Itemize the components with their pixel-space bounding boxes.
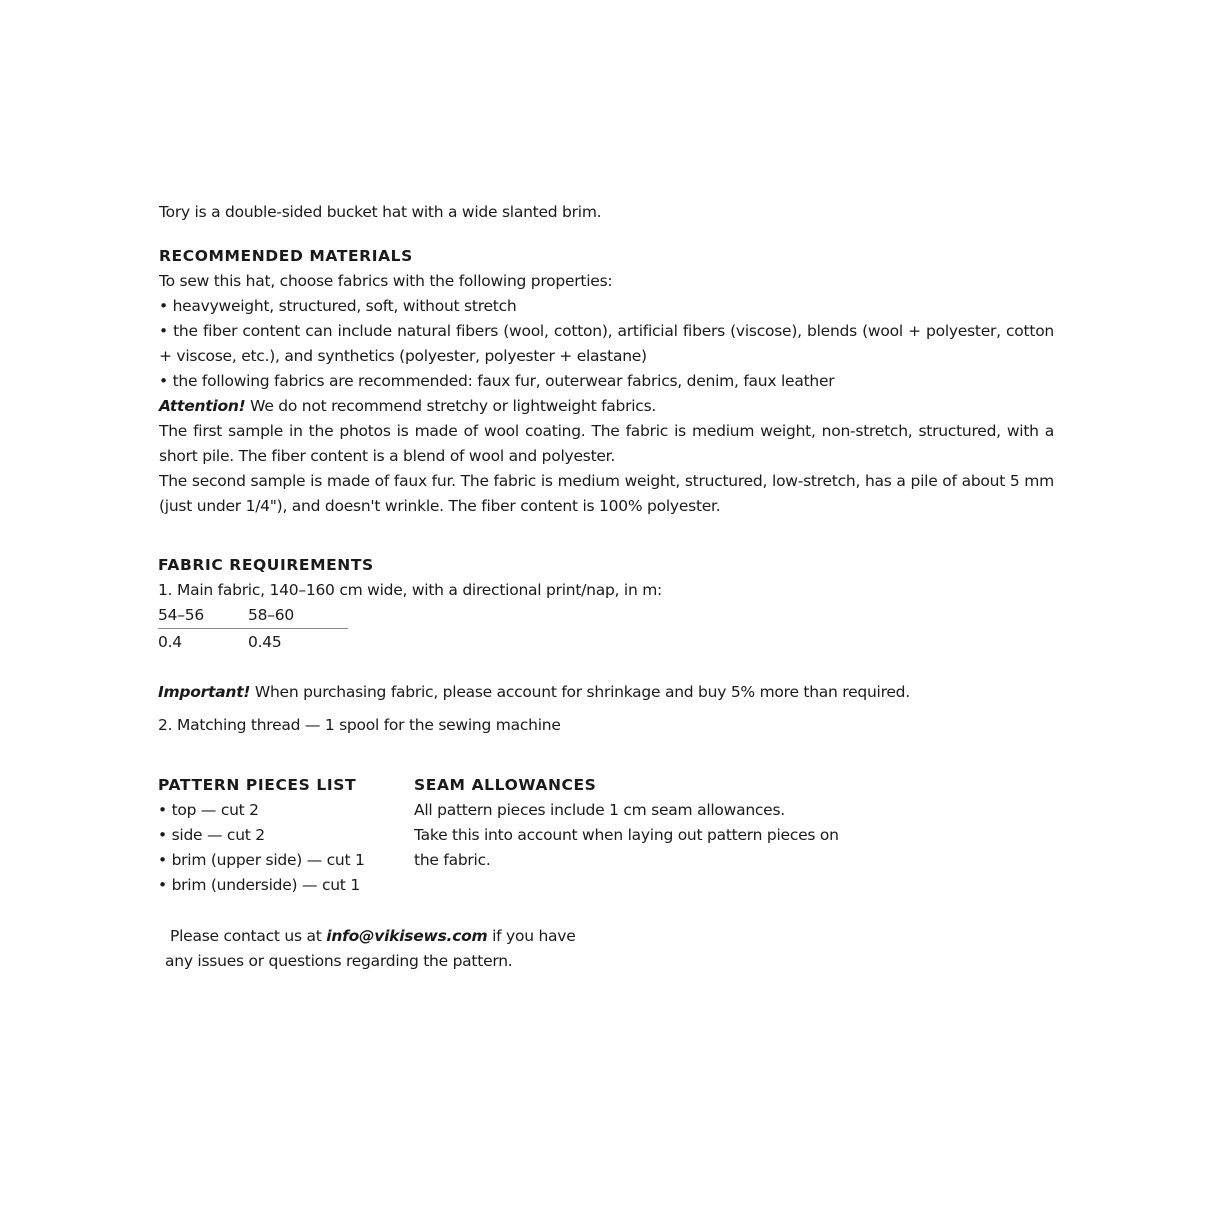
sample-one-text: The first sample in the photos is made of wool coating. The fabric is medium weight, non-stretch, structured, with a short pile. The fiber content is a blend of wool and polyester.: [159, 422, 1054, 465]
seam-text: All pattern pieces include 1 cm seam allowances.: [414, 801, 785, 819]
seam-heading: SEAM ALLOWANCES: [414, 776, 597, 794]
list-item: • side — cut 2: [158, 826, 265, 844]
size-header-cell: 58–60: [248, 603, 348, 629]
contact-email-link[interactable]: info@vikisews.com: [326, 927, 488, 945]
important-text: When purchasing fabric, please account for shrinkage and buy 5% more than required.: [250, 683, 910, 701]
materials-heading: RECOMMENDED MATERIALS: [159, 247, 413, 265]
materials-bullet: • heavyweight, structured, soft, without stretch: [159, 297, 517, 315]
list-item: • brim (underside) — cut 1: [158, 876, 360, 894]
materials-section: [159, 244, 1054, 519]
important-label: Important!: [158, 683, 251, 701]
fabric-section: [158, 553, 1053, 656]
contact-note: [165, 924, 605, 974]
sample-two-text: The second sample is made of faux fur. The fabric is medium weight, structured, low-stretch, has a pile of about 5 mm (just under 1/4"), and doesn't wrinkle. The fiber content is 100% polyester.: [159, 472, 1054, 515]
size-header-cell: 54–56: [158, 603, 248, 629]
materials-lead: To sew this hat, choose fabrics with the following properties:: [159, 272, 613, 290]
fabric-size-table: [158, 603, 348, 656]
materials-bullet: • the following fabrics are recommended: faux fur, outerwear fabrics, denim, faux leather: [159, 372, 835, 390]
fabric-heading: FABRIC REQUIREMENTS: [158, 556, 374, 574]
table-header-row: [158, 603, 348, 629]
contact-prefix: Please contact us at: [170, 927, 327, 945]
amount-cell: 0.45: [248, 633, 282, 651]
pieces-heading: PATTERN PIECES LIST: [158, 776, 357, 794]
attention-label: Attention!: [159, 397, 246, 415]
amount-cell: 0.4: [158, 633, 182, 651]
table-row: [158, 629, 348, 657]
seam-section: [414, 773, 839, 873]
contact-suffix: if you have any issues or questions regarding the pattern.: [165, 927, 576, 970]
materials-bullet: • the fiber content can include natural fibers (wool, cotton), artificial fibers (viscose), blends (wool + polyester, cotton + viscose, etc.), and synthetics (polyester, polyester + elastane): [159, 322, 1054, 365]
fabric-item-thread: 2. Matching thread — 1 spool for the sewing machine: [158, 716, 561, 734]
intro-text: Tory is a double-sided bucket hat with a wide slanted brim.: [159, 203, 602, 221]
attention-text: We do not recommend stretchy or lightweight fabrics.: [245, 397, 657, 415]
pieces-section: [158, 773, 398, 898]
seam-text: Take this into account when laying out pattern pieces on the fabric.: [414, 826, 839, 869]
fabric-item-main: 1. Main fabric, 140–160 cm wide, with a directional print/nap, in m:: [158, 581, 663, 599]
important-note: [158, 680, 1058, 705]
list-item: • top — cut 2: [158, 801, 259, 819]
list-item: • brim (upper side) — cut 1: [158, 851, 365, 869]
attention-note: [159, 394, 1054, 419]
